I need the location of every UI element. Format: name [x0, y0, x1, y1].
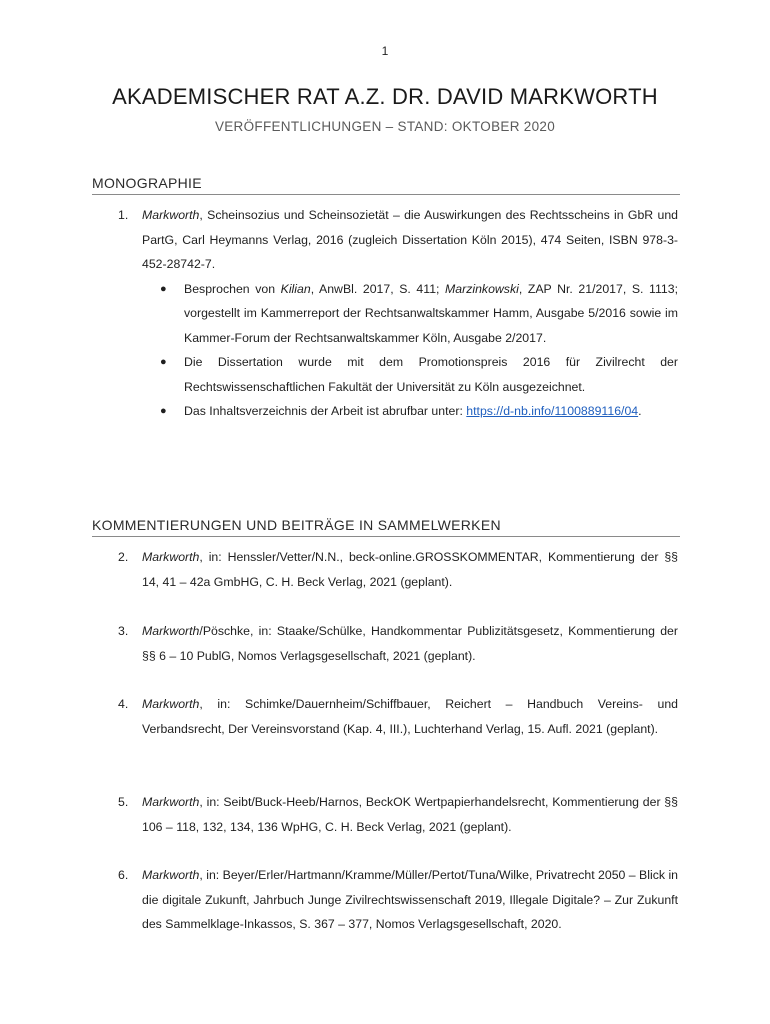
- entry-author: Markworth: [142, 208, 200, 222]
- entry-author: Markworth: [142, 624, 200, 638]
- entry-author: Markworth: [142, 868, 200, 882]
- entry-body: [142, 619, 678, 668]
- entry-body: [142, 692, 678, 741]
- entry-author: Markworth: [142, 697, 200, 711]
- entry-text: , in: Beyer/Erler/Hartmann/Kramme/Müller/Pertot/Tuna/Wilke, Privatrecht 2050 – Blick in die digitale Zukunft, Jahrbuch Junge Zivilrechtswissenschaft 2019, Illegale Digitale? – Zur Zukunft des Sammelklage-Inkassos, S. 367 – 377, Nomos Verlagsgesellschaft, 2020.: [142, 868, 679, 931]
- entry-body: [142, 545, 678, 594]
- entry-body: [142, 790, 678, 839]
- bullet-icon: ●: [160, 405, 167, 417]
- entry-number: 5.: [118, 795, 129, 809]
- entry-number: 4.: [118, 697, 129, 711]
- bullet-text: , ZAP Nr. 21/2017, S. 1113; vorgestellt im Kammerreport der Rechtsanwaltskammer Hamm, Ausgabe 5/2016 sowie im Kammer-Forum der Rechtsanwaltskammer Köln, Ausgabe 2/2017.: [184, 281, 678, 345]
- entry-text: , Scheinsozius und Scheinsozietät – die Auswirkungen des Rechtsscheins in GbR und PartG, Carl Heymanns Verlag, 2016 (zugleich Dissertation Köln 2015), 474 Seiten, ISBN 978-3-452-28742-7.: [142, 208, 678, 271]
- bullet-item-toc: [160, 399, 678, 424]
- publication-entry-5: [118, 790, 678, 839]
- bullet-item-reviews: [160, 277, 678, 351]
- page-number: 1: [381, 44, 389, 58]
- entry-text: , in: Henssler/Vetter/N.N., beck-online.GROSSKOMMENTAR, Kommentierung der §§ 14, 41 – 42a GmbHG, C. H. Beck Verlag, 2021 (geplant).: [142, 550, 678, 589]
- publication-entry-3: [118, 619, 678, 668]
- section-heading-monographie: MONOGRAPHIE: [92, 175, 680, 195]
- entry-bullet-list: [160, 277, 678, 424]
- reviewer-name: Kilian: [280, 281, 311, 296]
- entry-body: [142, 863, 678, 937]
- publication-entry-6: [118, 863, 678, 937]
- bullet-text: , AnwBl. 2017, S. 411;: [310, 281, 446, 296]
- bullet-text: Das Inhaltsverzeichnis der Arbeit ist abrufbar unter:: [184, 404, 467, 418]
- entry-body: [142, 203, 678, 277]
- bullet-text: .: [638, 404, 642, 418]
- bullet-text: Besprochen von: [184, 281, 281, 296]
- reviewer-name: Marzinkowski: [445, 281, 519, 296]
- document-title: AKADEMISCHER RAT A.Z. DR. DAVID MARKWORTH: [112, 84, 658, 109]
- entry-number: 6.: [118, 868, 129, 882]
- bullet-text: Die Dissertation wurde mit dem Promotionspreis 2016 für Zivilrecht der Rechtswissenschaftlichen Fakultät der Universität zu Köln ausgezeichnet.: [184, 355, 678, 394]
- entry-number: 1.: [118, 208, 129, 222]
- bullet-item-award: [160, 350, 678, 399]
- entry-author: Markworth: [142, 795, 200, 809]
- section-heading-kommentierungen: KOMMENTIERUNGEN UND BEITRÄGE IN SAMMELWERKEN: [92, 517, 680, 537]
- entry-text: , in: Schimke/Dauernheim/Schiffbauer, Reichert – Handbuch Vereins- und Verbandsrecht, Der Vereinsvorstand (Kap. 4, III.), Luchterhand Verlag, 15. Aufl. 2021 (geplant).: [142, 697, 678, 736]
- entry-number: 3.: [118, 624, 129, 638]
- publication-entry-2: [118, 545, 678, 594]
- entry-number: 2.: [118, 550, 129, 564]
- entry-text: , in: Seibt/Buck-Heeb/Harnos, BeckOK Wertpapierhandelsrecht, Kommentierung der §§ 106 – 118, 132, 134, 136 WpHG, C. H. Beck Verlag, 2021 (geplant).: [142, 795, 678, 834]
- entry-text: /Pöschke, in: Staake/Schülke, Handkommentar Publizitätsgesetz, Kommentierung der §§ 6 – 10 PublG, Nomos Verlagsgesellschaft, 2021 (geplant).: [142, 624, 678, 663]
- publication-entry-1: [118, 203, 678, 424]
- document-subtitle: VERÖFFENTLICHUNGEN – STAND: OKTOBER 2020: [214, 119, 556, 134]
- bullet-icon: ●: [160, 356, 167, 368]
- bullet-icon: ●: [160, 282, 167, 295]
- publication-entry-4: [118, 692, 678, 741]
- toc-link[interactable]: https://d-nb.info/1100889116/04: [466, 404, 639, 418]
- entry-author: Markworth: [142, 550, 200, 564]
